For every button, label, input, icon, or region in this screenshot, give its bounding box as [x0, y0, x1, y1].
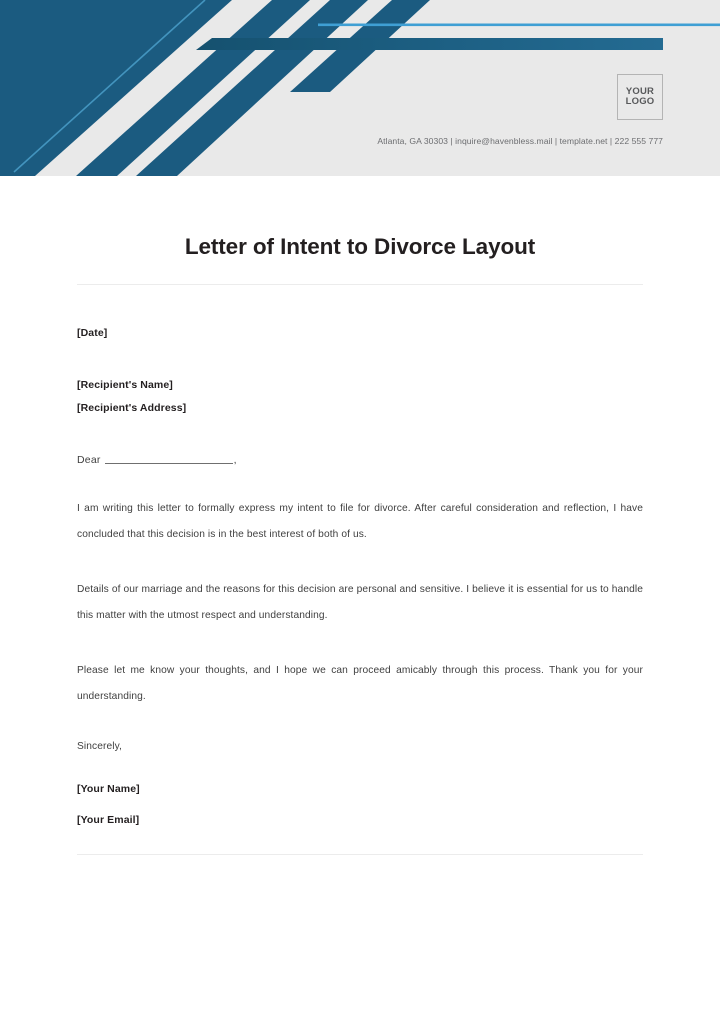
salutation-line — [77, 454, 643, 466]
date-field[interactable]: [Date] — [77, 327, 108, 339]
footer-divider — [77, 854, 643, 855]
salutation-prefix: Dear — [77, 454, 101, 466]
closing-line: Sincerely, — [77, 741, 122, 752]
date-block — [77, 327, 643, 339]
recipient-block — [77, 379, 643, 414]
recipient-name-field[interactable]: [Recipient's Name] — [77, 379, 173, 391]
logo-placeholder — [617, 74, 663, 120]
letter-content — [77, 327, 643, 826]
page-title: Letter of Intent to Divorce Layout — [184, 234, 536, 259]
document-header — [0, 0, 720, 176]
title-divider — [77, 284, 643, 285]
recipient-address-field[interactable]: [Recipient's Address] — [77, 402, 187, 414]
salutation-suffix: , — [233, 454, 237, 466]
signature-block — [77, 783, 643, 826]
your-name-field[interactable]: [Your Name] — [77, 783, 140, 795]
logo-text-line1: YOUR — [625, 85, 655, 97]
document-body — [0, 176, 720, 855]
body-paragraph-2: Details of our marriage and the reasons for this decision are personal and sensitive. I believe it is essential for us to handle this matter with the utmost respect and understanding. — [77, 584, 643, 621]
logo-text-line2: LOGO — [625, 96, 655, 107]
body-paragraph-1: I am writing this letter to formally express my intent to file for divorce. After careful consideration and reflection, I have concluded that this decision is in the best interest of both of us. — [77, 503, 643, 540]
salutation-blank-input[interactable] — [105, 455, 233, 464]
your-email-field[interactable]: [Your Email] — [77, 814, 140, 826]
header-contact-info: Atlanta, GA 30303 | inquire@havenbless.mail | template.net | 222 555 777 — [377, 136, 663, 146]
header-decorative-graphic — [0, 0, 720, 176]
body-paragraph-3: Please let me know your thoughts, and I hope we can proceed amicably through this process. Thank you for your understanding. — [77, 665, 643, 702]
